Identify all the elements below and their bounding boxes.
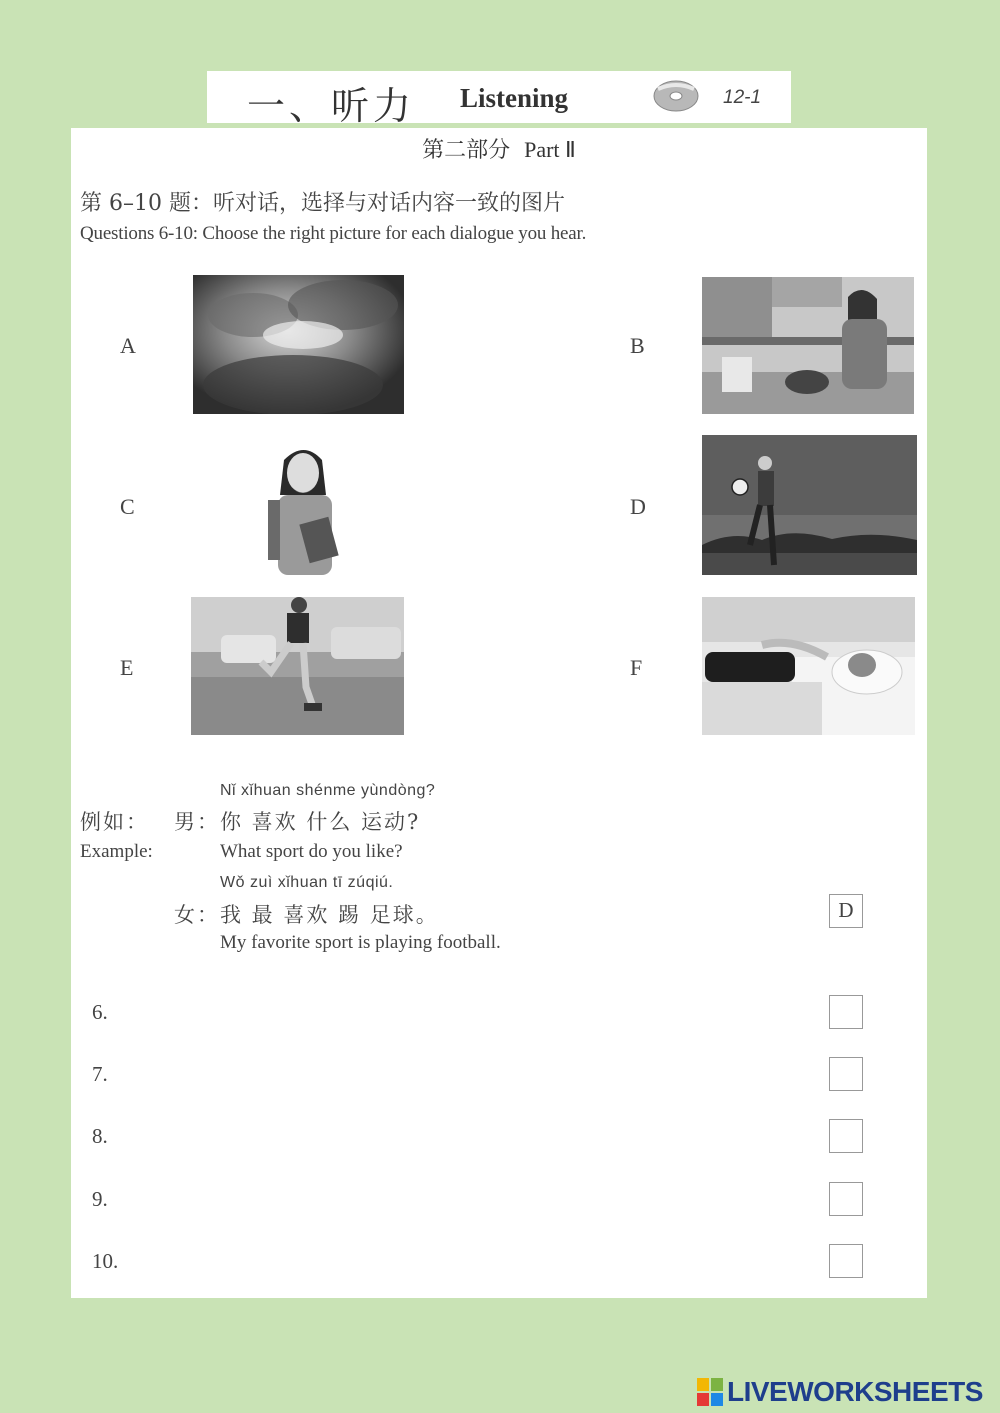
- part-title: [71, 133, 927, 164]
- example-male-cn: 你 喜欢 什么 运动?: [220, 810, 421, 834]
- section-title-cn: 一、听力: [247, 84, 416, 128]
- option-c-letter: C: [120, 494, 135, 519]
- cd-icon: [653, 79, 699, 117]
- option-e-letter: E: [120, 655, 134, 680]
- question-9-number: 9.: [92, 1187, 108, 1211]
- cloudy-sky-photo: [193, 275, 404, 414]
- example-female-cn: 我 最 喜欢 踢 足球。: [220, 903, 439, 927]
- worksheet-page: [71, 128, 927, 1298]
- part-title-en: Part Ⅱ: [524, 137, 576, 162]
- example-female-pinyin: Wǒ zuì xǐhuan tī zúqiú.: [220, 874, 394, 891]
- question-10-answer-box[interactable]: [829, 1244, 863, 1278]
- option-b-letter: B: [630, 333, 645, 358]
- football-player-photo: [702, 435, 917, 575]
- liveworksheets-logo: [697, 1377, 983, 1407]
- question-7-answer-box[interactable]: [829, 1057, 863, 1091]
- liveworksheets-brand: LIVEWORKSHEETS: [727, 1376, 983, 1407]
- option-d-letter: D: [630, 494, 646, 519]
- question-8-answer-box[interactable]: [829, 1119, 863, 1153]
- student-girl-photo: [256, 445, 352, 575]
- liveworksheets-logo-icon: [697, 1378, 723, 1406]
- example-answer-box: D: [829, 894, 863, 928]
- option-f-letter: F: [630, 655, 643, 680]
- woman-running-photo: [191, 597, 404, 735]
- example-female-label: 女：: [174, 903, 220, 927]
- question-6-number: 6.: [92, 1000, 108, 1024]
- example-label-en: Example:: [80, 841, 153, 862]
- option-a-letter: A: [120, 333, 136, 358]
- section-title-en: Listening: [460, 83, 569, 113]
- woman-cooking-photo: [702, 277, 914, 414]
- example-label-cn: 例如：: [80, 810, 149, 834]
- question-7-number: 7.: [92, 1062, 108, 1086]
- question-9-answer-box[interactable]: [829, 1182, 863, 1216]
- example-female-en: My favorite sport is playing football.: [220, 932, 501, 953]
- question-6-answer-box[interactable]: [829, 995, 863, 1029]
- example-male-label: 男：: [174, 810, 220, 834]
- example-male-en: What sport do you like?: [220, 841, 403, 862]
- question-10-number: 10.: [92, 1249, 119, 1273]
- example-male-pinyin: Nǐ xǐhuan shénme yùndòng?: [220, 782, 436, 799]
- section-header: [207, 71, 791, 128]
- question-8-number: 8.: [92, 1124, 108, 1148]
- instructions-cn: 第 6–10 题：听对话，选择与对话内容一致的图片: [80, 191, 565, 216]
- track-number: 12-1: [723, 87, 762, 108]
- woman-sleeping-alarm-photo: [702, 597, 915, 735]
- instructions-en: Questions 6-10: Choose the right picture for each dialogue you hear.: [80, 223, 587, 244]
- part-title-cn: 第二部分: [422, 138, 511, 163]
